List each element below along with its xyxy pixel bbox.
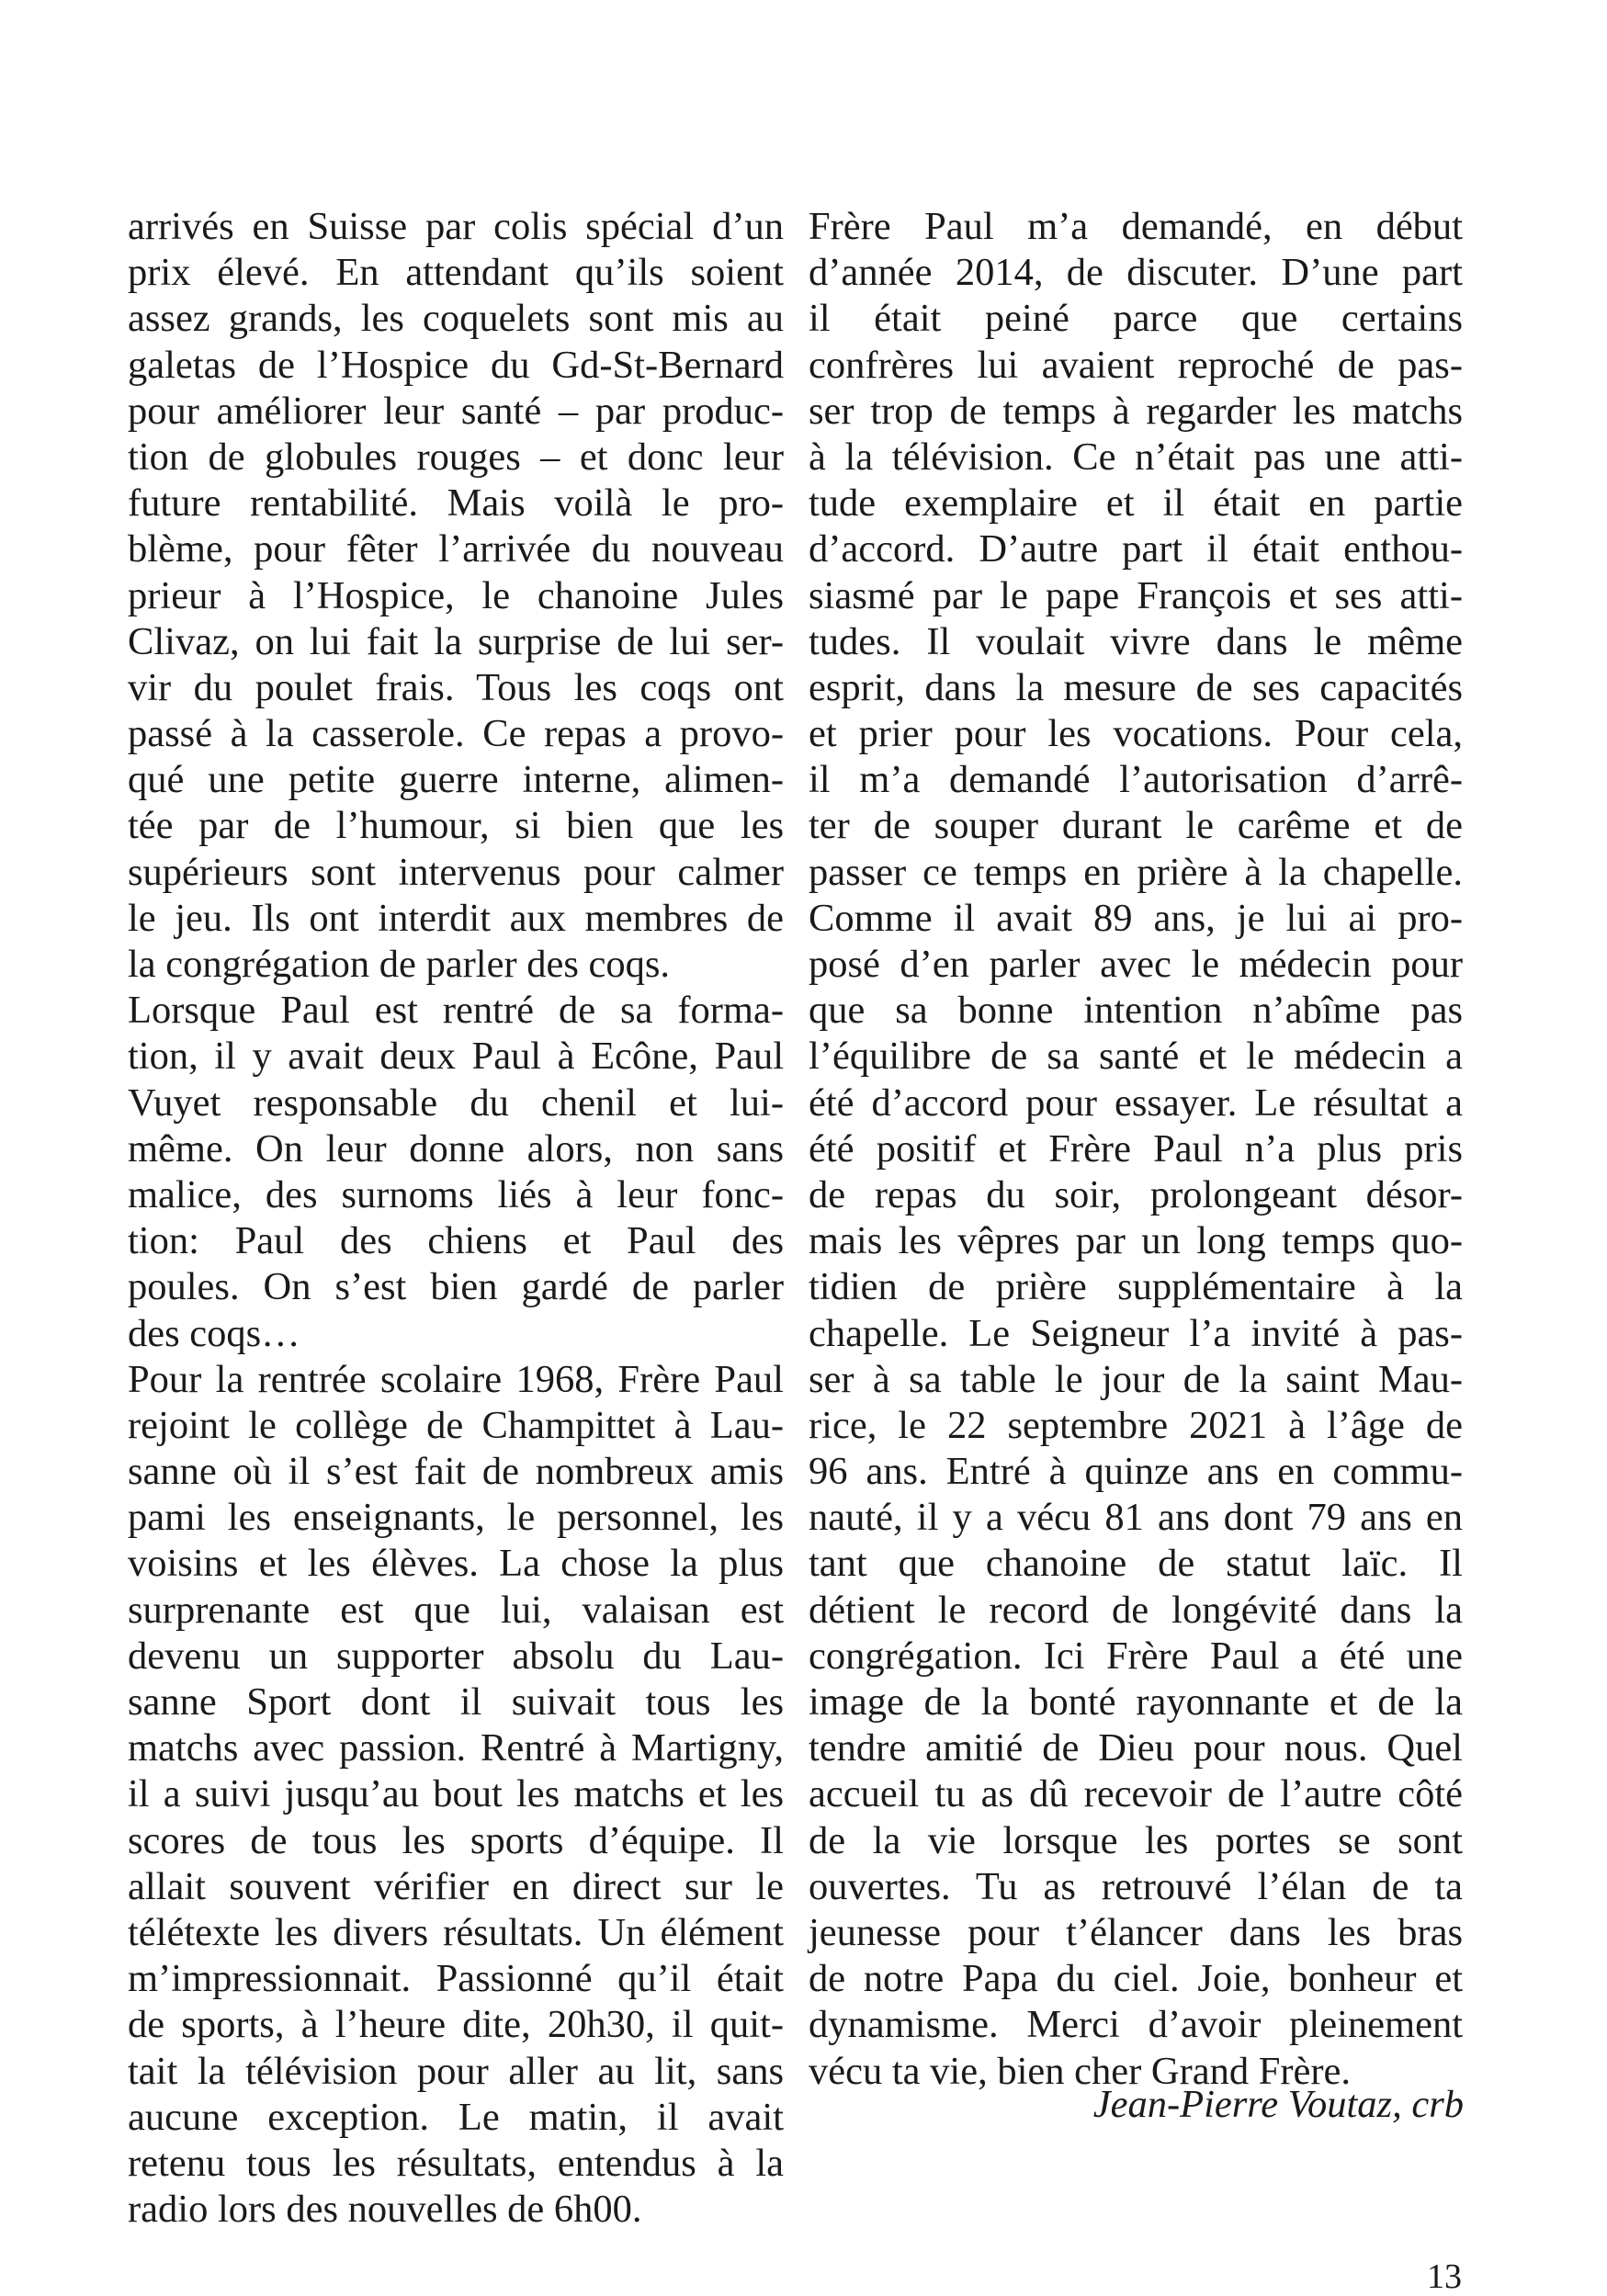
text-line: m’impressionnait. Passionné qu’il était — [128, 1957, 784, 2001]
text-line: aucune exception. Le matin, il avait — [128, 2095, 784, 2139]
text-line: allait souvent vérifier en direct sur le — [128, 1864, 784, 1908]
text-line: télétexte les divers résultats. Un élément — [128, 1910, 784, 1954]
text-line: à la télévision. Ce n’était pas une atti- — [809, 435, 1463, 479]
text-line: jeunesse pour t’élancer dans les bras — [809, 1910, 1463, 1954]
text-line: il était peiné parce que certains — [809, 297, 1463, 341]
page-number: 13 — [1427, 2257, 1462, 2296]
text-line: congrégation. Ici Frère Paul a été une — [809, 1634, 1463, 1678]
text-line: tendre amitié de Dieu pour nous. Quel — [809, 1726, 1463, 1770]
text-line: passé à la casserole. Ce repas a provo- — [128, 712, 784, 756]
text-line: tée par de l’humour, si bien que les — [128, 804, 784, 848]
text-line: pour améliorer leur santé – par produc- — [128, 389, 784, 433]
author-signature: Jean-Pierre Voutaz, crb — [1092, 2083, 1464, 2126]
text-line: Pour la rentrée scolaire 1968, Frère Paul — [128, 1357, 784, 1401]
text-line: ouvertes. Tu as retrouvé l’élan de ta — [809, 1864, 1463, 1908]
text-line: mais les vêpres par un long temps quo- — [809, 1219, 1463, 1263]
text-line: rice, le 22 septembre 2021 à l’âge de — [809, 1403, 1463, 1447]
text-line: dynamisme. Merci d’avoir pleinement — [809, 2003, 1463, 2047]
text-line: de repas du soir, prolongeant désor- — [809, 1172, 1463, 1216]
text-line: le jeu. Ils ont interdit aux membres de — [128, 896, 784, 940]
text-line: détient le record de longévité dans la — [809, 1588, 1463, 1632]
text-line: tait la télévision pour aller au lit, sans — [128, 2049, 784, 2093]
text-line: tude exemplaire et il était en partie — [809, 481, 1463, 526]
text-line: assez grands, les coquelets sont mis au — [128, 297, 784, 341]
text-line: pami les enseignants, le personnel, les — [128, 1496, 784, 1540]
text-line: siasmé par le pape François et ses atti- — [809, 573, 1463, 617]
text-line: chapelle. Le Seigneur l’a invité à pas- — [809, 1311, 1463, 1355]
text-line: l’équilibre de sa santé et le médecin a — [809, 1035, 1463, 1079]
text-line: Clivaz, on lui fait la surprise de lui ser- — [128, 619, 784, 663]
text-line: future rentabilité. Mais voilà le pro- — [128, 481, 784, 526]
text-line: tudes. Il voulait vivre dans le même — [809, 619, 1463, 663]
text-line: la congrégation de parler des coqs. — [128, 943, 671, 986]
text-line: été positif et Frère Paul n’a plus pris — [809, 1126, 1463, 1171]
text-line: Lorsque Paul est rentré de sa forma- — [128, 989, 784, 1033]
text-line: voisins et les élèves. La chose la plus — [128, 1542, 784, 1586]
text-line: Vuyet responsable du chenil et lui- — [128, 1080, 784, 1125]
text-line: surprenante est que lui, valaisan est — [128, 1588, 784, 1632]
text-line: nauté, il y a vécu 81 ans dont 79 ans en — [809, 1496, 1463, 1540]
text-line: sanne Sport dont il suivait tous les — [128, 1680, 784, 1724]
text-line: scores de tous les sports d’équipe. Il — [128, 1818, 784, 1862]
text-line: passer ce temps en prière à la chapelle. — [809, 850, 1463, 894]
text-line: il a suivi jusqu’au bout les matchs et les — [128, 1772, 784, 1816]
text-line: d’année 2014, de discuter. D’une part — [809, 251, 1463, 295]
text-line: des coqs… — [128, 1311, 300, 1355]
text-line: même. On leur donne alors, non sans — [128, 1126, 784, 1171]
text-line: posé d’en parler avec le médecin pour — [809, 943, 1463, 986]
text-line: tidien de prière supplémentaire à la — [809, 1265, 1463, 1309]
text-line: poules. On s’est bien gardé de parler — [128, 1265, 784, 1309]
text-line: galetas de l’Hospice du Gd-St-Bernard — [128, 343, 784, 387]
text-line: vir du poulet frais. Tous les coqs ont — [128, 665, 784, 709]
text-line: il m’a demandé l’autorisation d’arrê- — [809, 758, 1463, 802]
text-line: rejoint le collège de Champittet à Lau- — [128, 1403, 784, 1447]
text-line: ser à sa table le jour de la saint Mau- — [809, 1357, 1463, 1401]
text-line: que sa bonne intention n’abîme pas — [809, 989, 1463, 1033]
text-line: vécu ta vie, bien cher Grand Frère. — [809, 2049, 1351, 2093]
text-line: image de la bonté rayonnante et de la — [809, 1680, 1463, 1724]
text-line: matchs avec passion. Rentré à Martigny, — [128, 1726, 784, 1770]
text-line: ser trop de temps à regarder les matchs — [809, 389, 1463, 433]
text-line: d’accord. D’autre part il était enthou- — [809, 527, 1463, 571]
left-text-column — [128, 204, 784, 2233]
text-line: esprit, dans la mesure de ses capacités — [809, 665, 1463, 709]
text-line: sanne où il s’est fait de nombreux amis — [128, 1450, 784, 1494]
text-line: malice, des surnoms liés à leur fonc- — [128, 1172, 784, 1216]
text-line: blème, pour fêter l’arrivée du nouveau — [128, 527, 784, 571]
text-line: supérieurs sont intervenus pour calmer — [128, 850, 784, 894]
text-line: confrères lui avaient reproché de pas- — [809, 343, 1463, 387]
text-line: prix élevé. En attendant qu’ils soient — [128, 251, 784, 295]
text-line: tion: Paul des chiens et Paul des — [128, 1219, 784, 1263]
text-line: ter de souper durant le carême et de — [809, 804, 1463, 848]
text-line: été d’accord pour essayer. Le résultat a — [809, 1080, 1463, 1125]
text-line: 96 ans. Entré à quinze ans en commu- — [809, 1450, 1463, 1494]
text-line: radio lors des nouvelles de 6h00. — [128, 2188, 642, 2232]
text-line: de sports, à l’heure dite, 20h30, il quit- — [128, 2003, 784, 2047]
text-line: et prier pour les vocations. Pour cela, — [809, 712, 1463, 756]
text-line: devenu un supporter absolu du Lau- — [128, 1634, 784, 1678]
text-line: de notre Papa du ciel. Joie, bonheur et — [809, 1957, 1463, 2001]
text-line: tion de globules rouges – et donc leur — [128, 435, 784, 479]
text-line: arrivés en Suisse par colis spécial d’un — [128, 205, 784, 248]
text-line: retenu tous les résultats, entendus à la — [128, 2141, 784, 2185]
text-line: tion, il y avait deux Paul à Ecône, Paul — [128, 1035, 784, 1079]
text-line: prieur à l’Hospice, le chanoine Jules — [128, 573, 784, 617]
text-line: Frère Paul m’a demandé, en début — [809, 205, 1463, 248]
text-line: de la vie lorsque les portes se sont — [809, 1818, 1463, 1862]
text-line: tant que chanoine de statut laïc. Il — [809, 1542, 1463, 1586]
right-text-column — [809, 204, 1463, 2095]
text-line: Comme il avait 89 ans, je lui ai pro- — [809, 896, 1463, 940]
text-line: accueil tu as dû recevoir de l’autre côté — [809, 1772, 1463, 1816]
text-line: qué une petite guerre interne, alimen- — [128, 758, 784, 802]
